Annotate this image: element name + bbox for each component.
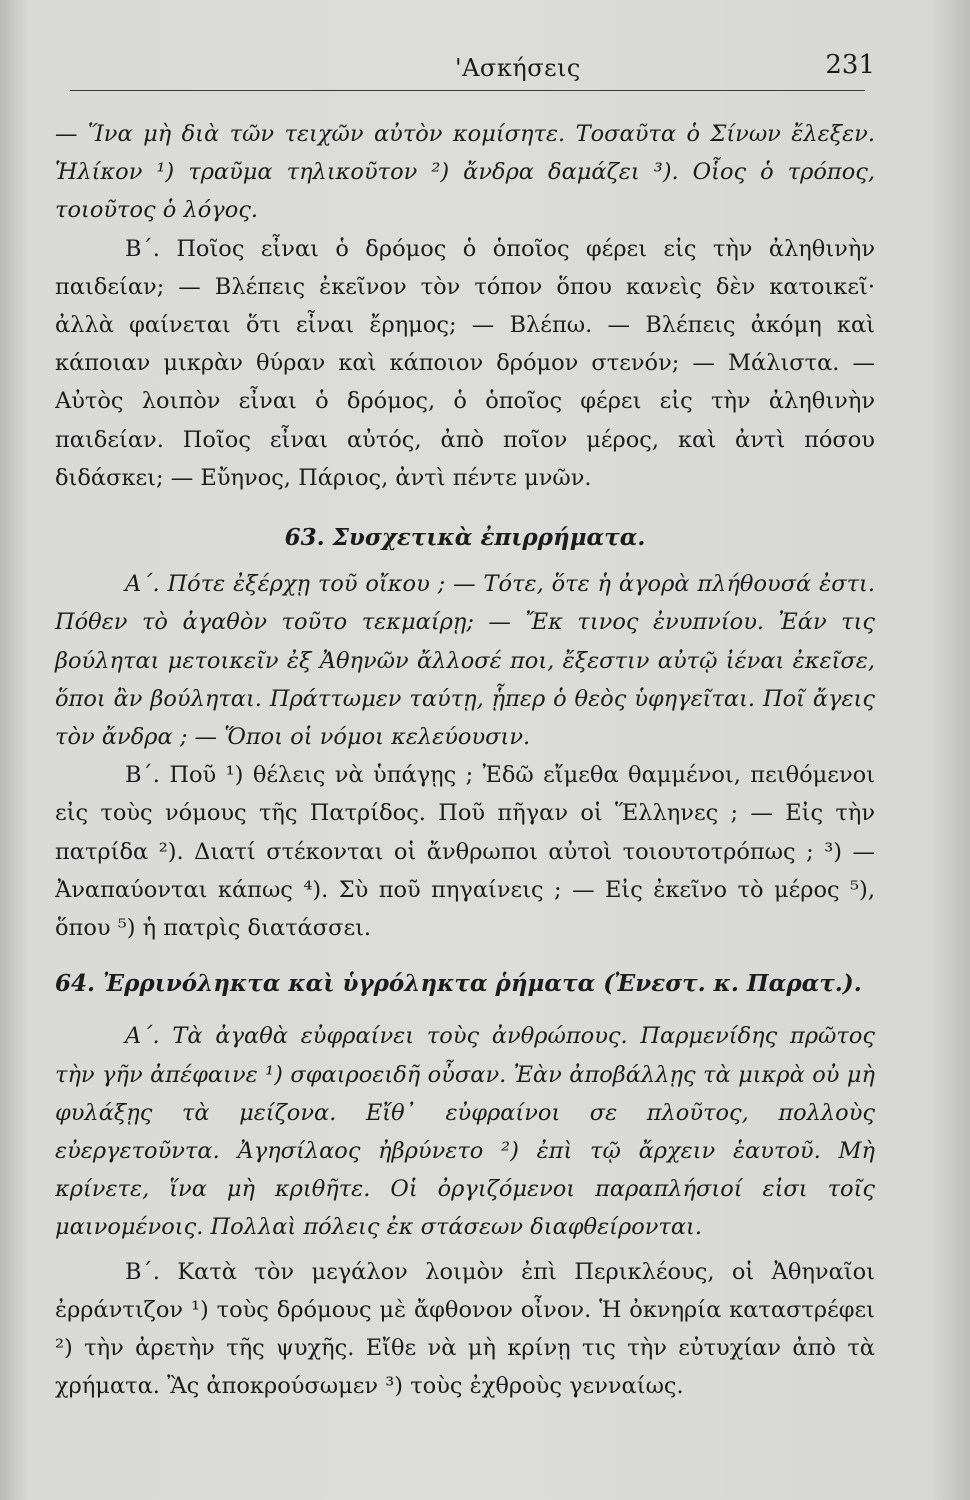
paragraph-6: Β΄. Κατὰ τὸν μεγάλον λοιμὸν ἐπὶ Περικλέους, οἱ Ἀθηναῖοι ἐρράντιζον ¹) τοὺς δρόμους μὲ ἄφθονον οἶνον. Ἡ ὀκνηρία καταστρέφει ²) τὴν ἀρετὴν τῆς ψυχῆς. Εἴθε νὰ μὴ κρίνῃ τις τὴν εὐτυχίαν ἀπὸ τὰ χρήματα. Ἂς ἀποκρούσωμεν ³) τοὺς ἐχθροὺς γενναίως. (55, 1258, 875, 1400)
page-header (60, 46, 875, 86)
page-number: 231 (825, 50, 875, 80)
page-body (55, 115, 875, 1406)
paragraph-4: Β΄. Ποῦ ¹) θέλεις νὰ ὑπάγῃς ; Ἐδῶ εἴμεθα θαμμένοι, πειθόμενοι εἰς τοὺς νόμους τῆς Πατρίδος. Ποῦ πῆγαν οἱ Ἕλληνες ; — Εἰς τὴν πατρίδα ²). Διατί στέκονται οἱ ἄνθρωποι αὐτοὶ τοιουτοτρόπως ; ³) — Ἀναπαύονται κάπως ⁴). Σὺ ποῦ πηγαίνεις ; — Εἰς ἐκεῖνο τὸ μέρος ⁵), ὅπου ⁵) ἡ πατρὶς διατάσσει. (55, 762, 875, 942)
paragraph-1: — Ἵνα μὴ διὰ τῶν τειχῶν αὐτὸν κομίσητε. Τοσαῦτα ὁ Σίνων ἔλεξεν. Ἡλίκον ¹) τραῦμα τηλικοῦτον ²) ἄνδρα δαμάζει ³). Οἷος ὁ τρόπος, τοιοῦτος ὁ λόγος. (55, 121, 875, 224)
section-63-title: 63. Συσχετικὰ ἐπιρρήματα. (284, 524, 646, 552)
paragraph-3: Α΄. Πότε ἐξέρχῃ τοῦ οἴκου ; — Τότε, ὅτε ἡ ἀγορὰ πλήθουσά ἐστι. Πόθεν τὸ ἀγαθὸν τοῦτο τεκμαίρῃ; — Ἔκ τινος ἐνυπνίου. Ἐάν τις βούληται μετοικεῖν ἐξ Ἀθηνῶν ἄλλοσέ ποι, ἔξεστιν αὐτῷ ἰέναι ἐκεῖσε, ὅποι ἂν βούληται. Πράττωμεν ταύτῃ, ᾗπερ ὁ θεὸς ὑφηγεῖται. Ποῖ ἄγεις τὸν ἄνδρα ; — Ὅποι οἱ νόμοι κελεύουσιν. (55, 571, 875, 751)
section-64-title: 64. Ἐρρινόληκτα καὶ ὑγρόληκτα ῥήματα (Ἐνεστ. κ. Παρατ.). (55, 970, 862, 998)
header-rule (70, 90, 865, 91)
running-title: 'Ασκήσεις (455, 54, 581, 82)
paragraph-5: Α΄. Τὰ ἀγαθὰ εὐφραίνει τοὺς ἀνθρώπους. Παρμενίδης πρῶτος τὴν γῆν ἀπέφαινε ¹) σφαιροειδῆ οὖσαν. Ἐὰν ἀποβάλλῃς τὰ μικρὰ οὐ μὴ φυλάξῃς τὰ μείζονα. Εἴθ᾽ εὐφραίνοι σε πλοῦτος, πολλοὺς εὐεργετοῦντα. Ἀγησίλαος ἠβρύνετο ²) ἐπὶ τῷ ἄρχειν ἑαυτοῦ. Μὴ κρίνετε, ἵνα μὴ κριθῆτε. Οἱ ὀργιζόμενοι παραπλήσιοί εἰσι τοῖς μαινομένοις. Πολλαὶ πόλεις ἐκ στάσεων διαφθείρονται. (55, 1023, 875, 1241)
paragraph-2: Β΄. Ποῖος εἶναι ὁ δρόμος ὁ ὁποῖος φέρει εἰς τὴν ἀληθινὴν παιδείαν; — Βλέπεις ἐκεῖνον τὸν τόπον ὅπου κανεὶς δὲν κατοικεῖ· ἀλλὰ φαίνεται ὅτι εἶναι ἔρημος; — Βλέπω. — Βλέπεις ἀκόμη καὶ κάποιαν μικρὰν θύραν καὶ κάποιον δρόμον στενόν; — Μάλιστα. — Αὐτὸς λοιπὸν εἶναι ὁ δρόμος, ὁ ὁποῖος φέρει εἰς τὴν ἀληθινὴν παιδείαν. Ποῖος εἶναι αὐτός, ἀπὸ ποῖον μέρος, καὶ ἀντὶ πόσου διδάσκει; — Εὔηνος, Πάριος, ἀντὶ πέντε μνῶν. (55, 235, 875, 491)
